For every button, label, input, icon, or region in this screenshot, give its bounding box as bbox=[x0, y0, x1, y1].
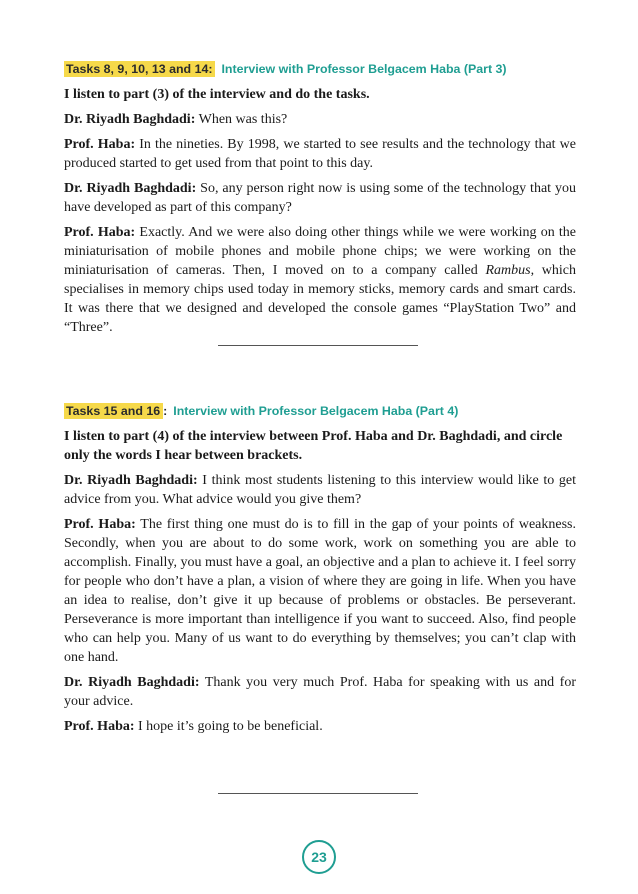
dialogue-text: When was this? bbox=[195, 112, 288, 127]
section-heading bbox=[64, 60, 576, 78]
speaker-name: Prof. Haba: bbox=[64, 137, 136, 152]
speaker-name: Dr. Riyadh Baghdadi: bbox=[64, 675, 200, 690]
section-part-4 bbox=[64, 402, 576, 736]
divider-line bbox=[218, 793, 418, 794]
speaker-name: Dr. Riyadh Baghdadi: bbox=[64, 112, 196, 127]
instruction: I listen to part (4) of the interview between Prof. Haba and Dr. Baghdadi, and circle only the words I hear between brackets. bbox=[64, 429, 563, 463]
dialogue-line bbox=[64, 717, 576, 736]
speaker-name: Prof. Haba: bbox=[64, 719, 135, 734]
dialogue-text: In the nineties. By 1998, we started to see results and the technology that we produced started to get used from that point to this day. bbox=[64, 137, 576, 171]
dialogue-line bbox=[64, 471, 576, 509]
company-name: Rambus bbox=[485, 263, 531, 278]
speaker-name: Dr. Riyadh Baghdadi: bbox=[64, 181, 197, 196]
dialogue-line bbox=[64, 135, 576, 173]
tasks-label: Tasks 8, 9, 10, 13 and 14: bbox=[64, 61, 215, 77]
tasks-label: Tasks 15 and 16 bbox=[64, 403, 163, 419]
dialogue-line bbox=[64, 223, 576, 337]
speaker-name: Prof. Haba: bbox=[64, 517, 136, 532]
tasks-colon: : bbox=[163, 404, 168, 418]
speaker-name: Prof. Haba: bbox=[64, 225, 136, 240]
page-number bbox=[302, 840, 336, 874]
dialogue-line bbox=[64, 515, 576, 667]
dialogue-text: So, any person right now is using some of the technology that you have developed as part of this company? bbox=[64, 181, 576, 215]
section-title: Interview with Professor Belgacem Haba (Part 3) bbox=[221, 62, 507, 76]
dialogue-text: I hope it’s going to be beneficial. bbox=[134, 719, 323, 734]
dialogue-line bbox=[64, 673, 576, 711]
dialogue-text: I think most students listening to this interview would like to get advice from you. What advice would you give them? bbox=[64, 473, 576, 507]
section-heading bbox=[64, 402, 576, 420]
section-title: Interview with Professor Belgacem Haba (Part 4) bbox=[173, 404, 459, 418]
instruction: I listen to part (3) of the interview and do the tasks. bbox=[64, 87, 370, 102]
dialogue-text: , which specialises in memory chips used today in memory sticks, memory cards and smart cards. It was there that we designed and developed the console games “PlayStation Two” and “Three”. bbox=[64, 263, 577, 335]
dialogue-text: The first thing one must do is to fill in the gap of your points of weakness. Secondly, when you are about to do some work, work on something you are able to accomplish. Finally, you must have a goal, an objective and a plan to achieve it. I feel sorry for people who don’t have a plan, a vision of where they are going in life. When you have an idea to realise, don’t give it up because of problems or obstacles. Be perseverant. Perseverance is more important than intelligence if you want to succeed. Also, find people who can help you. Many of us want to do everything by themselves; you can’t clap with one hand. bbox=[64, 517, 577, 665]
dialogue-text: Exactly. And we were also doing other things while we were working on the miniaturisation of mobile phones and mobile phone chips; we were working on the miniaturisation of cameras. Then, I moved on to a company called bbox=[64, 225, 577, 278]
page-number-text: 23 bbox=[311, 849, 327, 865]
dialogue-text: Thank you very much Prof. Haba for speaking with us and for your advice. bbox=[64, 675, 577, 709]
dialogue-line bbox=[64, 179, 576, 217]
speaker-name: Dr. Riyadh Baghdadi: bbox=[64, 473, 198, 488]
dialogue-line bbox=[64, 110, 576, 129]
section-part-3 bbox=[64, 60, 576, 337]
divider-line bbox=[218, 345, 418, 346]
